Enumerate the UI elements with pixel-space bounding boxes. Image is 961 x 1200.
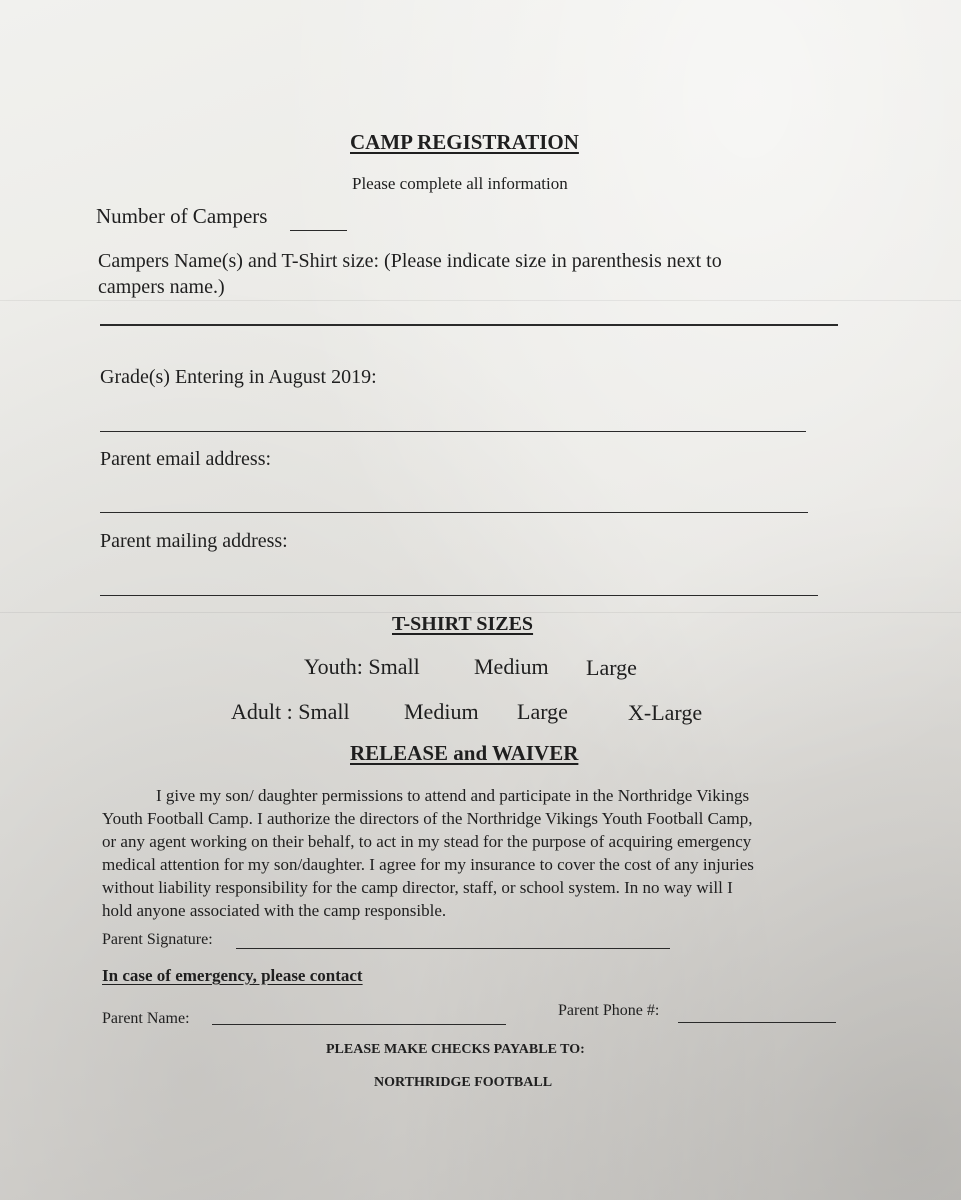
parent-phone-line[interactable]	[678, 1022, 836, 1023]
camper-names-label-cont: campers name.)	[98, 276, 225, 298]
parent-mailing-line[interactable]	[100, 595, 818, 596]
number-of-campers-blank[interactable]	[290, 230, 347, 231]
waiver-line: I give my son/ daughter permissions to attend and participate in the Northridge Vikings	[156, 786, 750, 805]
camper-names-label: Campers Name(s) and T-Shirt size: (Please indicate size in parenthesis next to	[98, 250, 722, 272]
waiver-line: hold anyone associated with the camp responsible.	[102, 901, 447, 920]
waiver-line: medical attention for my son/daughter. I agree for my insurance to cover the cost of any injuries	[102, 855, 754, 874]
parent-phone-label: Parent Phone #:	[558, 1002, 660, 1019]
parent-mailing-label: Parent mailing address:	[100, 530, 288, 552]
parent-name-line[interactable]	[212, 1024, 506, 1025]
waiver-line: without liability responsibility for the camp director, staff, or school system. In no way will I	[102, 878, 733, 897]
release-waiver-text	[102, 784, 842, 922]
youth-large: Large	[586, 655, 637, 680]
emergency-contact-heading: In case of emergency, please contact	[102, 966, 363, 985]
youth-medium: Medium	[474, 654, 549, 679]
payee-name: NORTHRIDGE FOOTBALL	[374, 1075, 553, 1090]
number-of-campers-label: Number of Campers	[96, 204, 268, 228]
grade-line[interactable]	[100, 431, 806, 432]
parent-signature-label: Parent Signature:	[102, 931, 213, 948]
tshirt-sizes-heading: T-SHIRT SIZES	[392, 613, 534, 635]
form-title: CAMP REGISTRATION	[350, 130, 579, 154]
release-waiver-heading: RELEASE and WAIVER	[350, 741, 579, 765]
adult-small: Adult : Small	[231, 699, 350, 724]
parent-email-line[interactable]	[100, 512, 808, 513]
checks-payable-note: PLEASE MAKE CHECKS PAYABLE TO:	[326, 1042, 585, 1057]
adult-xlarge: X-Large	[628, 700, 703, 725]
adult-medium: Medium	[404, 699, 479, 724]
parent-signature-line[interactable]	[236, 948, 670, 949]
grade-label: Grade(s) Entering in August 2019:	[100, 366, 377, 388]
adult-large: Large	[517, 699, 568, 724]
parent-email-label: Parent email address:	[100, 448, 272, 470]
waiver-line: or any agent working on their behalf, to act in my stead for the purpose of acquiring emergency	[102, 832, 752, 851]
camper-names-line[interactable]	[100, 324, 838, 326]
youth-small: Youth: Small	[304, 654, 420, 679]
parent-name-label: Parent Name:	[102, 1010, 190, 1027]
form-subtitle: Please complete all information	[352, 174, 568, 193]
waiver-line: Youth Football Camp. I authorize the directors of the Northridge Vikings Youth Football Camp,	[102, 809, 753, 828]
paper-crease	[0, 300, 961, 301]
